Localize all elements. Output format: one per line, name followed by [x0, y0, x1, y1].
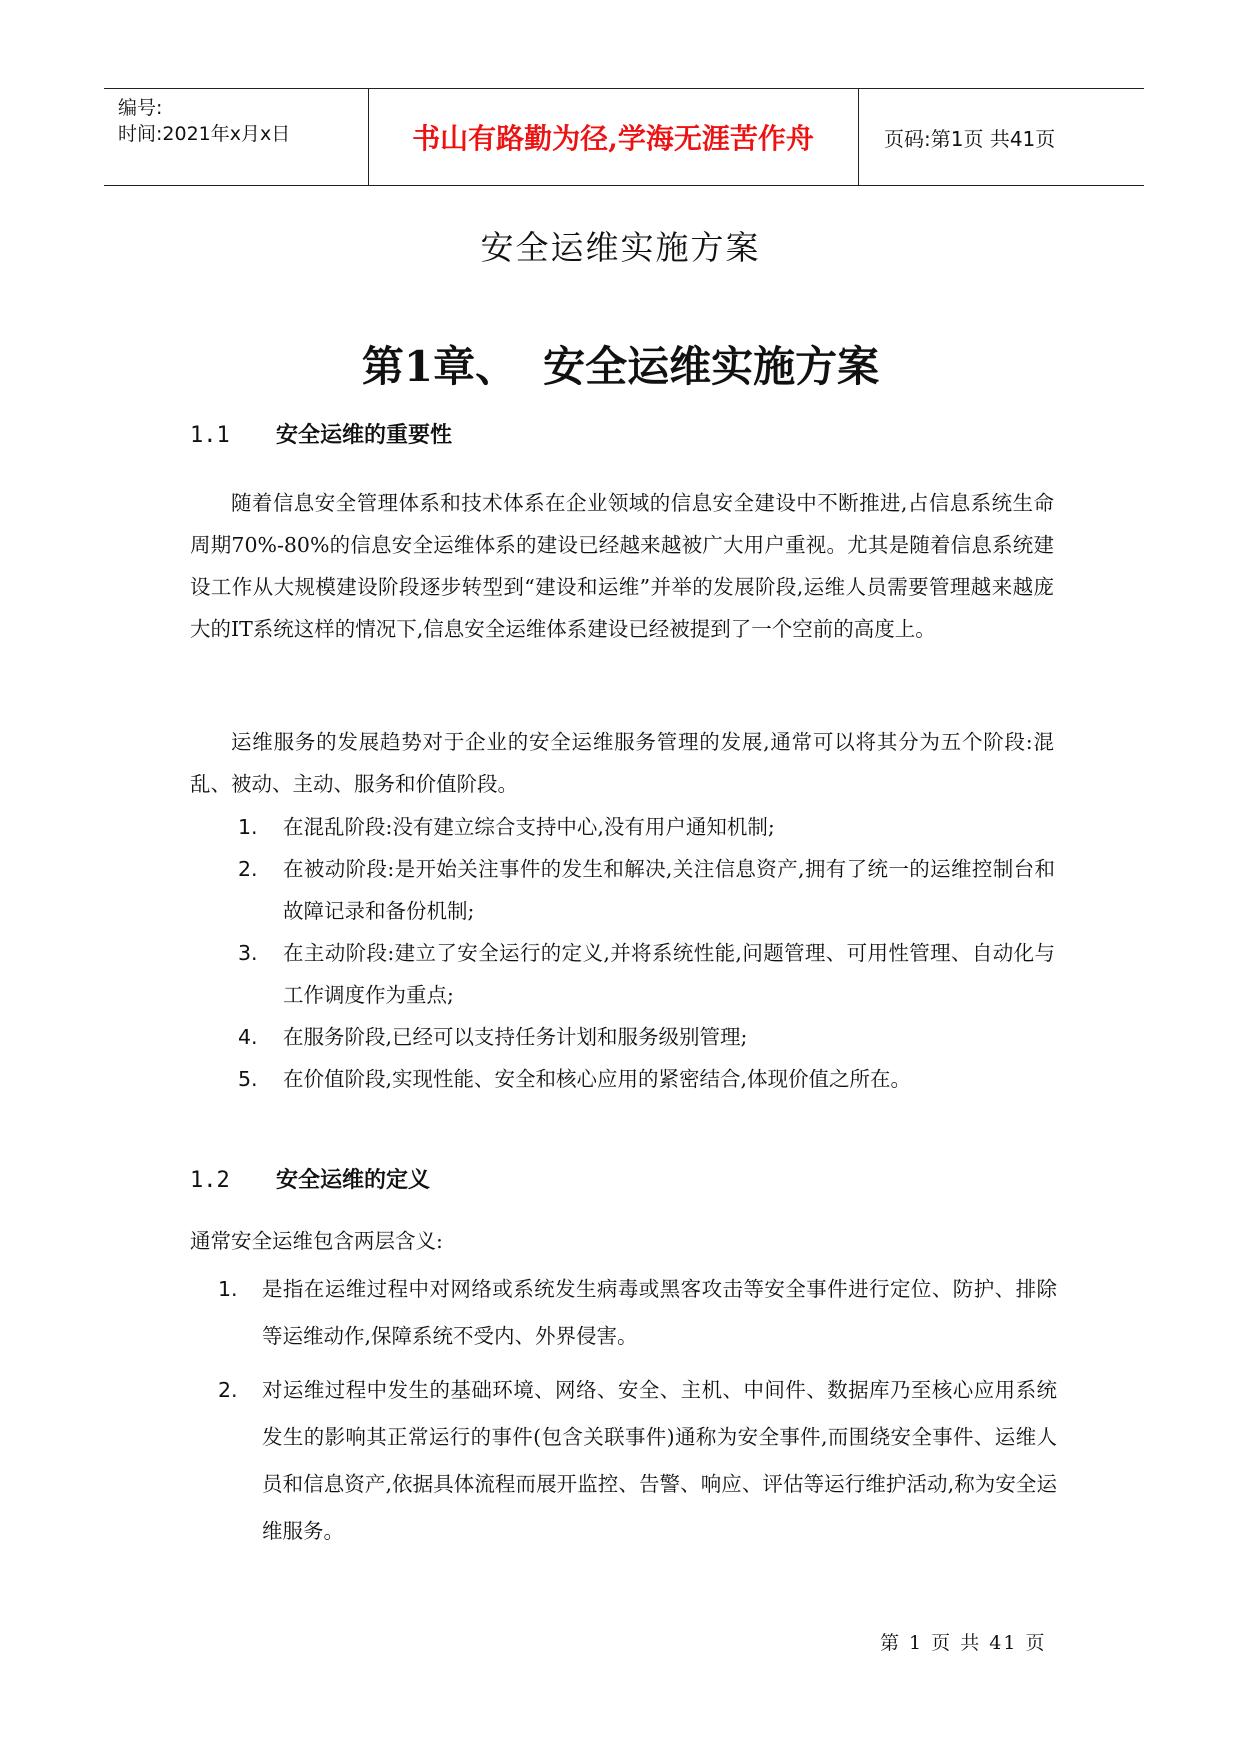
list-text: 对运维过程中发生的基础环境、网络、安全、主机、中间件、数据库乃至核心应用系统发生的影响其正常运行的事件(包含关联事件)通称为安全事件,而围绕安全事件、运维人员和信息资产,依据具体流程而展开监控、告警、响应、评估等运行维护活动,称为安全运维服务。 [262, 1378, 1057, 1543]
section-title: 安全运维的定义 [276, 1168, 431, 1193]
list-item [238, 1016, 1055, 1058]
list-text: 在混乱阶段:没有建立综合支持中心,没有用户通知机制; [283, 815, 775, 839]
section-number: 1.2 [190, 1168, 230, 1193]
time-label: 时间:2021年x月x日 [118, 123, 291, 145]
paragraph: 随着信息安全管理体系和技术体系在企业领域的信息安全建设中不断推进,占信息系统生命周期70%-80%的信息安全运维体系的建设已经越来越被广大用户重视。尤其是随着信息系统建设工作从大规模建设阶段逐步转型到“建设和运维”并举的发展阶段,运维人员需要管理越来越庞大的IT系统这样的情况下,信息安全运维体系建设已经被提到了一个空前的高度上。 [190, 491, 1054, 641]
list-item [218, 1266, 1057, 1360]
list-item [238, 932, 1055, 1016]
chapter-number: 第1章、 [361, 342, 518, 391]
chapter-heading [0, 334, 1241, 394]
header-meta [118, 89, 364, 185]
paragraph: 通常安全运维包含两层含义: [190, 1229, 443, 1253]
section-number: 1.1 [190, 423, 230, 448]
paragraph: 运维服务的发展趋势对于企业的安全运维服务管理的发展,通常可以将其分为五个阶段:混乱、被动、主动、服务和价值阶段。 [190, 730, 1054, 796]
section-heading [190, 1163, 430, 1194]
header-divider [858, 89, 859, 185]
list-item [238, 1058, 1055, 1100]
list-item [218, 1367, 1057, 1555]
page-header [104, 88, 1144, 186]
page-footer: 第 1 页 共 41 页 [880, 1632, 1047, 1654]
section-title: 安全运维的重要性 [276, 423, 453, 448]
header-motto: 书山有路勤为径,学海无涯苦作舟 [412, 122, 814, 155]
list-number: 4. [238, 1025, 258, 1049]
list-text: 在主动阶段:建立了安全运行的定义,并将系统性能,问题管理、可用性管理、自动化与工作调度作为重点; [283, 941, 1055, 1007]
chapter-title: 安全运维实施方案 [543, 342, 880, 391]
list-text: 是指在运维过程中对网络或系统发生病毒或黑客攻击等安全事件进行定位、防护、排除等运维动作,保障系统不受内、外界侵害。 [262, 1277, 1057, 1348]
header-page-info: 页码:第1页 共41页 [884, 126, 1056, 151]
document-title: 安全运维实施方案 [480, 228, 761, 267]
list-text: 在价值阶段,实现性能、安全和核心应用的紧密结合,体现价值之所在。 [283, 1067, 912, 1091]
section-heading [190, 418, 452, 449]
meanings-list [218, 1266, 1057, 1562]
list-text: 在被动阶段:是开始关注事件的发生和解决,关注信息资产,拥有了统一的运维控制台和故障记录和备份机制; [283, 857, 1055, 923]
list-number: 1. [218, 1277, 238, 1301]
list-number: 2. [218, 1378, 238, 1402]
list-number: 5. [238, 1067, 258, 1091]
list-number: 2. [238, 857, 258, 881]
number-label: 编号: [118, 97, 163, 119]
list-number: 1. [238, 815, 258, 839]
list-item [238, 806, 1055, 848]
stages-list [238, 806, 1055, 1100]
list-item [238, 848, 1055, 932]
list-number: 3. [238, 941, 258, 965]
list-text: 在服务阶段,已经可以支持任务计划和服务级别管理; [283, 1025, 748, 1049]
